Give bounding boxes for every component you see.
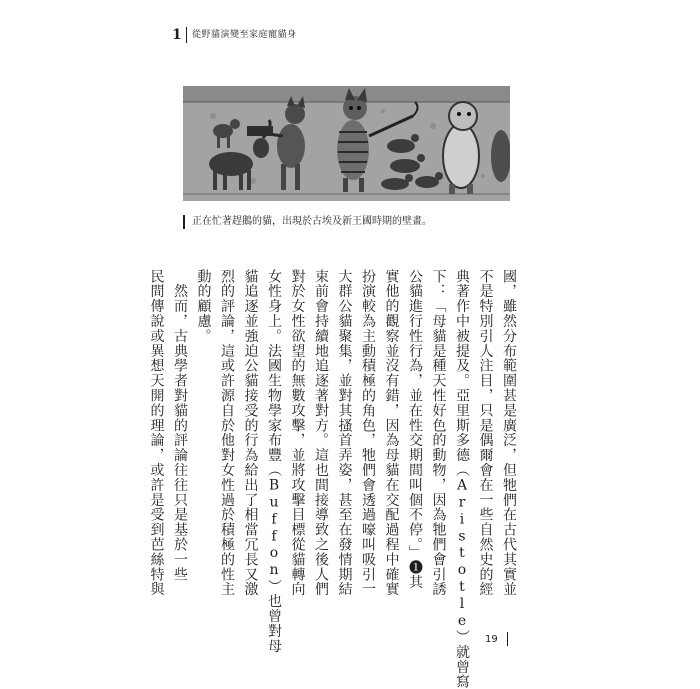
text-column: 公貓進行性行為，並在性交期間叫個不停。」❶其 [407,269,423,590]
text-column: 貓追逐並強迫公貓接受的行為給出了相當冗長又激 [242,269,259,597]
text-column: 民間傳說或異想天開的理論，或許是受到芭絲特與 [148,269,165,597]
header-divider [186,27,187,43]
text-column: 扮演較為主動積極的角色，牠們會透過嚎叫吸引一 [360,269,376,597]
footer-divider [507,632,508,646]
text-column: 國，雖然分布範圍甚是廣泛，但牠們在古代其實並 [501,269,517,597]
text-column: 然而，古典學者對貓的評論往往只是基於一些 [172,269,188,582]
lion-figure [443,102,479,194]
text-column: 大群公貓聚集，並對其搔首弄姿，甚至在發情期結 [336,269,353,597]
page-number: 19 [485,634,498,645]
egyptian-wall-painting-image [183,86,510,201]
caption-marker [183,215,185,229]
text-column: 女性身上。法國生物學家布豐（Buffon）也曾對母 [266,269,282,654]
cat-herding-geese-illustration [183,86,510,201]
running-header [158,27,418,45]
text-column: 對於女性欲望的無數攻擊，並將攻擊目標從貓轉向 [289,269,306,597]
caption-text: 正在忙著趕鵝的貓，出現於古埃及新王國時期的壁畫。 [192,216,432,227]
text-column: 實他的觀察並沒有錯，因為母貓在交配過程中確實 [383,269,400,597]
page-number: 1 [172,27,182,43]
text-column: 不是特別引人注目，只是偶爾會在一些自然史的經 [477,269,494,597]
page-footer [485,634,525,648]
figure-caption [183,213,513,231]
text-column: 下：「母貓是種天性好色的動物，因為牠們會引誘 [430,269,447,597]
running-title: 從野貓演變至家庭寵貓身 [192,30,297,40]
text-column: 烈的評論，這或許源自於他對女性過於積極的性主 [219,269,235,597]
text-column: 動的顧慮。 [195,269,212,344]
text-column: 典著作中被提及。亞里斯多德（Aristotle）就曾寫 [454,269,470,689]
text-column: 束前會持續地追逐著對方。這也間接導致之後人們 [313,269,329,597]
